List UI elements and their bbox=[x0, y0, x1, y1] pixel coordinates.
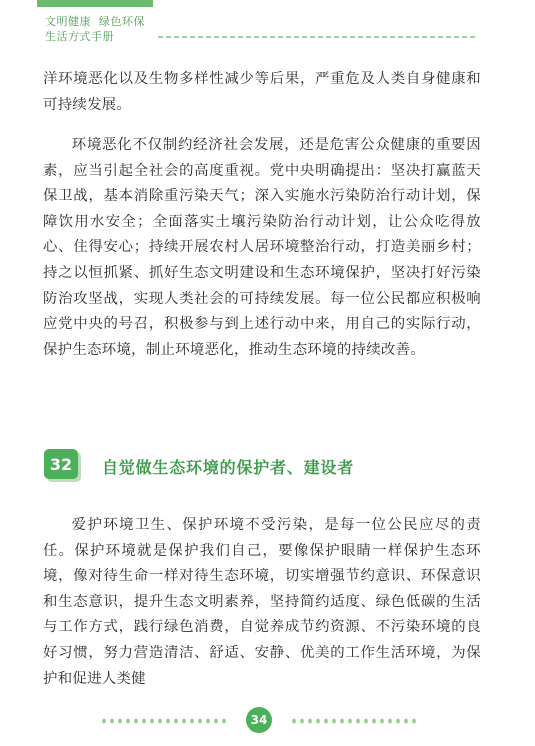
footer-leaf-decoration-left bbox=[100, 716, 228, 726]
paragraph-text: 洋环境恶化以及生物多样性减少等后果，严重危及人类自身健康和可持续发展。 bbox=[43, 71, 481, 113]
header-accent-bar bbox=[37, 0, 153, 7]
paragraph-environment-deterioration bbox=[43, 133, 481, 363]
paragraph-text: 爱护环境卫生、保护环境不受污染，是每一位公民应尽的责任。保护环境就是保护我们自己，要像保护眼睛一样保护生态环境，像对待生命一样对待生态环境，切实增强节约意识、环保意识和生态意识，提升生态文明素养，坚持简约适度、绿色低碳的生活与工作方式，践行绿色消费，自觉养成节约资源、不污染环境的良好习惯，努力营造清洁、舒适、安静、优美的工作生活环境，为保护和促进人类健 bbox=[43, 517, 481, 687]
paragraph-continued bbox=[43, 67, 481, 118]
page-number-badge: 34 bbox=[246, 707, 272, 733]
header-dashed-rule bbox=[158, 36, 476, 38]
section-number-badge: 32 bbox=[44, 449, 78, 479]
running-header-title: 文明健康 绿色环保 生活方式手册 bbox=[45, 15, 145, 43]
section-heading bbox=[44, 449, 484, 483]
paragraph-text: 环境恶化不仅制约经济社会发展，还是危害公众健康的重要因素，应当引起全社会的高度重视。党中央明确提出：坚决打赢蓝天保卫战，基本消除重污染天气；深入实施水污染防治行动计划，保障饮用水安全；全面落实土壤污染防治行动计划，让公众吃得放心、住得安心；持续开展农村人居环境整治行动，打造美丽乡村；持之以恒抓紧、抓好生态文明建设和生态环境保护，坚决打好污染防治攻坚战，实现人类社会的可持续发展。每一位公民都应积极响应党中央的号召，积极参与到上述行动中来，用自己的实际行动，保护生态环境，制止环境恶化，推动生态环境的持续改善。 bbox=[43, 137, 481, 358]
footer-leaf-decoration-right bbox=[290, 716, 418, 726]
paragraph-protect-environment bbox=[43, 513, 481, 692]
section-title: 自觉做生态环境的保护者、建设者 bbox=[102, 458, 355, 477]
